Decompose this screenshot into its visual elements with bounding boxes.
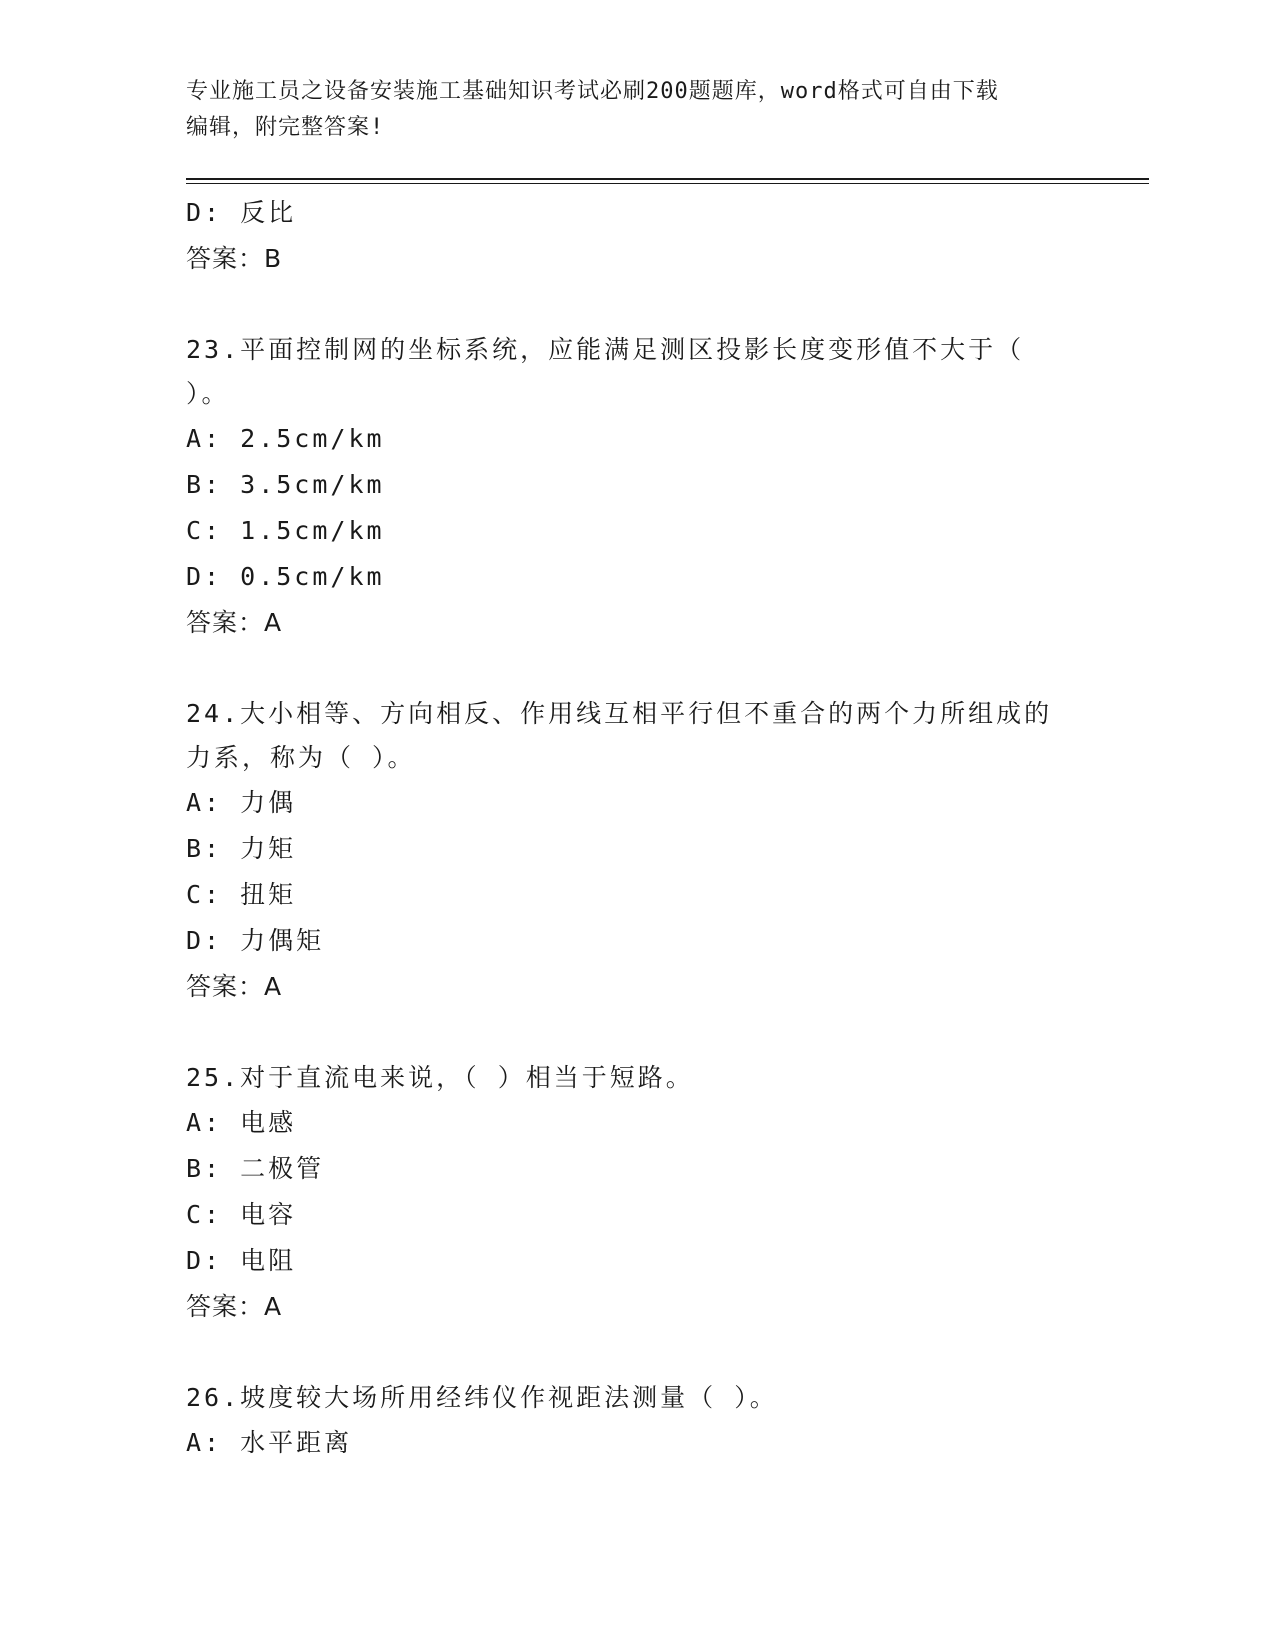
option-b: B: 二极管 <box>186 1154 325 1183</box>
document-header <box>186 74 1086 146</box>
option-c: C: 扭矩 <box>186 880 297 909</box>
spacer <box>186 646 1086 692</box>
option-d: D: 电阻 <box>186 1246 297 1275</box>
option-a: A: 2.5cm/km <box>186 424 385 453</box>
option-d: D: 反比 <box>186 198 297 227</box>
option-a: A: 水平距离 <box>186 1428 353 1457</box>
option-c: C: 1.5cm/km <box>186 516 385 545</box>
question-stem: 23.平面控制网的坐标系统，应能满足测区投影长度变形值不大于（ <box>186 335 1025 364</box>
header-line-1: 专业施工员之设备安装施工基础知识考试必刷200题题库，word格式可自由下载 <box>186 79 999 104</box>
option-d: D: 0.5cm/km <box>186 562 385 591</box>
option-b: B: 3.5cm/km <box>186 470 385 499</box>
answer-line: 答案：A <box>186 972 283 1001</box>
option-c: C: 电容 <box>186 1200 297 1229</box>
question-stem: 25.对于直流电来说，（ ）相当于短路。 <box>186 1063 694 1092</box>
question-stem: 24.大小相等、方向相反、作用线互相平行但不重合的两个力所组成的 <box>186 699 1053 728</box>
spacer <box>186 1010 1086 1056</box>
question-stem-continued: 力系，称为（ ）。 <box>186 743 416 772</box>
answer-line: 答案：A <box>186 608 283 637</box>
option-d: D: 力偶矩 <box>186 926 325 955</box>
header-line-2: 编辑，附完整答案! <box>186 115 385 140</box>
question-23 <box>186 328 1086 646</box>
question-stem-continued: ）。 <box>186 379 230 408</box>
question-26 <box>186 1376 1086 1466</box>
spacer <box>186 1330 1086 1376</box>
option-a: A: 电感 <box>186 1108 297 1137</box>
header-divider-thin <box>186 183 1149 184</box>
question-25 <box>186 1056 1086 1330</box>
question-24 <box>186 692 1086 1010</box>
answer-line: 答案：A <box>186 1292 283 1321</box>
answer-line: 答案：B <box>186 244 283 273</box>
option-b: B: 力矩 <box>186 834 297 863</box>
header-divider-thick <box>186 178 1149 180</box>
option-a: A: 力偶 <box>186 788 297 817</box>
question-content <box>186 190 1086 1466</box>
spacer <box>186 282 1086 328</box>
question-stem: 26.坡度较大场所用经纬仪作视距法测量（ ）。 <box>186 1383 778 1412</box>
